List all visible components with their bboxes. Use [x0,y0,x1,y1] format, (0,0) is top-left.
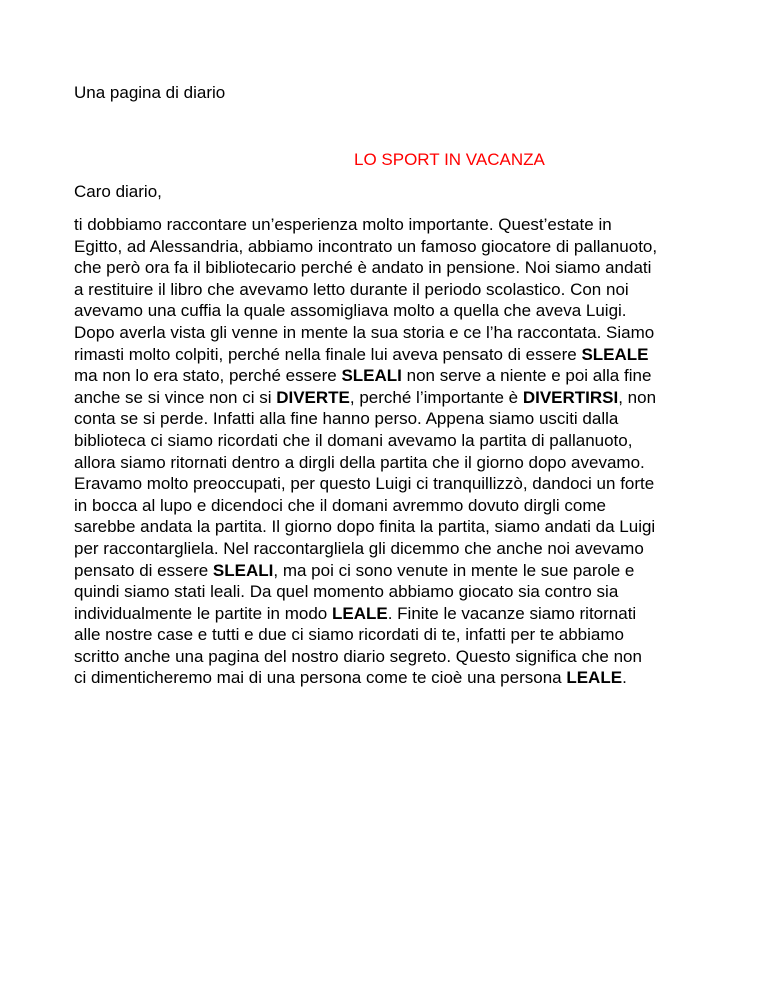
text-run: anche se si vince non ci si [74,387,277,407]
text-run: Eravamo molto preoccupati, per questo Luigi ci tranquillizzò, dandoci un forte [74,474,655,494]
text-run: Dopo averla vista gli venne in mente la sua storia e ce l’ha raccontata. Siamo [74,322,655,342]
text-run: , non [618,387,657,407]
body-line [74,452,706,474]
body-line [74,495,706,517]
text-run: conta se si perde. Infatti alla fine hanno perso. Appena siamo usciti dalla [74,409,619,429]
text-run: sarebbe andata la partita. Il giorno dopo finita la partita, siamo andati da Luigi [74,517,656,537]
text-run: ma non lo era stato, perché essere [74,366,342,386]
text-run: in bocca al lupo e dicendoci che il domani avremmo dovuto dirgli come [74,495,607,515]
body-line [74,322,706,344]
text-run: a restituire il libro che avevamo letto durante il periodo scolastico. Con noi [74,279,629,299]
body-line [74,646,706,668]
text-run: ti dobbiamo raccontare un’esperienza molto importante. Quest’estate in [74,215,612,234]
bold-keyword: SLEALI [212,560,274,580]
body-line [74,624,706,646]
text-run: biblioteca ci siamo ricordati che il domani avevamo la partita di pallanuoto, [74,430,633,450]
text-run: rimasti molto colpiti, perché nella finale lui aveva pensato di essere [74,344,582,364]
body-line [74,581,706,603]
bold-keyword: SLEALI [341,366,402,386]
body-line [74,214,706,236]
body-line [74,365,706,387]
text-run: non serve a niente e poi alla fine [401,366,652,386]
text-run: alle nostre case e tutti e due ci siamo ricordati di te, infatti per te abbiamo [74,625,624,645]
bold-keyword: LEALE [566,668,623,688]
bold-keyword: SLEALE [581,344,649,364]
body-line [74,516,706,538]
text-run: per raccontargliela. Nel raccontargliela gli dicemmo che anche noi avevamo [74,538,644,558]
body-line [74,279,706,301]
body-line [74,300,706,322]
body-line [74,603,706,625]
salutation: Caro diario, [74,182,162,201]
text-run: allora siamo ritornati dentro a dirgli della partita che il giorno dopo avevamo. [74,452,645,472]
bold-keyword: LEALE [331,603,388,623]
body-line [74,387,706,409]
body-line [74,560,706,582]
body-line [74,236,706,258]
body-paragraph [74,214,706,689]
text-run: che però ora fa il bibliotecario perché è andato in pensione. Noi siamo andati [74,258,652,278]
text-run: ci dimenticheremo mai di una persona come te cioè una persona [74,668,567,688]
page-heading: Una pagina di diario [74,83,226,102]
text-run: avevamo una cuffia la quale assomigliava molto a quella che aveva Luigi. [74,301,627,321]
page-title: LO SPORT IN VACANZA [354,150,545,169]
text-run: , ma poi ci sono venute in mente le sue parole e [273,560,635,580]
text-run: , perché l’importante è [349,387,523,407]
text-run: quindi siamo stati leali. Da quel momento abbiamo giocato sia contro sia [74,582,619,602]
text-run: Egitto, ad Alessandria, abbiamo incontrato un famoso giocatore di pallanuoto, [74,236,658,256]
text-run: . [622,668,627,688]
text-run: individualmente le partite in modo [74,603,332,623]
body-line [74,257,706,279]
text-run: scritto anche una pagina del nostro diario segreto. Questo significa che non [74,646,642,666]
body-line [74,538,706,560]
body-line [74,667,706,689]
body-line [74,408,706,430]
body-line [74,473,706,495]
body-line [74,430,706,452]
text-run: pensato di essere [74,560,213,580]
text-run: . Finite le vacanze siamo ritornati [387,603,637,623]
body-line [74,344,706,366]
bold-keyword: DIVERTE [276,387,350,407]
bold-keyword: DIVERTIRSI [522,387,619,407]
